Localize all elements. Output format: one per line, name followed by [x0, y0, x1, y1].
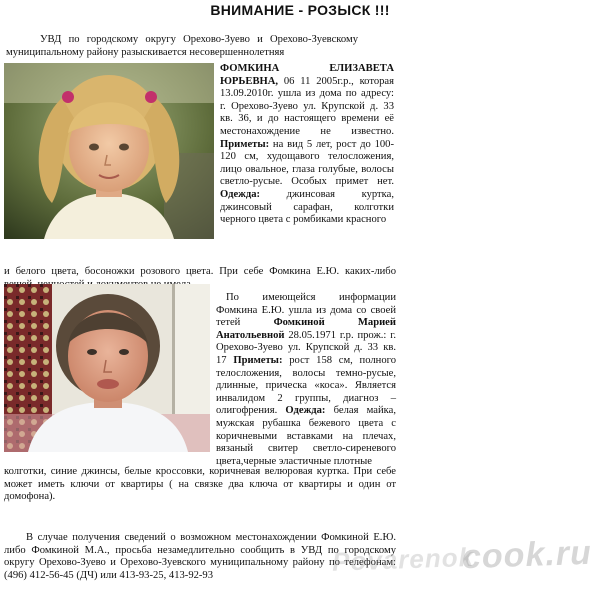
person2-clothes: белая майка, мужская рубашка бежевого цвета с коричневыми вставками на плечах, вязаный свитер светло-сиреневого цвета,черные эластичные плотные [216, 405, 396, 467]
person1-name: ФОМКИНА ЕЛИЗАВЕТА ЮРЬЕВНА, [220, 63, 394, 87]
person1-signs: на вид 5 лет, рост до 100-120 см, худощавого телосложения, лицо овальное, глаза голубые, волосы светло-русые. Особых примет нет. [220, 138, 394, 188]
person2-signs-label: Приметы: [233, 354, 283, 366]
child-photo [4, 63, 214, 239]
child-photo-image [4, 63, 214, 239]
person2-clothes-label: Одежда: [285, 405, 326, 417]
watermark [331, 533, 593, 578]
person1-clothes: джинсовая куртка, джинсовый сарафан, колготки черного цвета с ромбиками красного [220, 188, 394, 226]
person1-dob: 06 11 2005г.р., [278, 75, 354, 87]
watermark-secondary: Povarenok [331, 541, 475, 577]
person2-name: Фомкиной Марией Анатольевной [216, 317, 396, 341]
footer-line: В случае получения сведений о возможном местонахождении Фомкиной Е.Ю. либо Фомкиной М.А., просьба незамедлительно сообщить в УВД по городскому округу Орехово-Зуево и Орехово-Зуевского муниципальному району по телефонам: (496) 412-56-45 (ДЧ) или 413-93-25, 413-92-93 [4, 532, 396, 581]
watermark-text: cook.ru [461, 533, 593, 577]
person2-clothes-cont-text: колготки, синие джинсы, белые кроссовки, коричневая велюровая куртка. При себе может иметь ключи от квартиры ( на связке два ключа от квартиры и один от домофона). [4, 466, 396, 503]
intro-text [6, 34, 358, 59]
woman-photo [4, 284, 210, 452]
person1-block [220, 63, 394, 227]
person1-signs-label: Приметы: [220, 138, 270, 150]
person2-text: 28.05.1971 г.р. прож.: г. Орехово-Зуево ул. Крупской д. 33 кв. 17 [216, 329, 396, 366]
person2-block [216, 292, 396, 468]
person1-clothes-label: Одежда: [220, 188, 261, 200]
footer-text [4, 532, 396, 582]
person2-intro: По имеющейся информации Фомкина Е.Ю. ушла из дома со своей тетей [216, 292, 396, 329]
person2-signs: рост 158 см, полного телосложения, волосы темно-русые, длинные, прическа «коса». Является инвалидом 2 группы, диагноз – олигофрения. [216, 354, 396, 417]
page-title: ВНИМАНИЕ - РОЗЫСК !!! [210, 2, 390, 18]
woman-photo-image [4, 284, 210, 452]
person1-clothes-cont-text: и белого цвета, босоножки розового цвета. При себе Фомкина Е.Ю. каких-либо [4, 266, 396, 277]
person2-clothes-cont [4, 466, 396, 504]
intro-line: УВД по городскому округу Орехово-Зуево и Орехово-Зуевскому муниципальному району разыскивается несовершеннолетняя [6, 34, 358, 58]
person1-text: которая 13.09.2010г. ушла из дома по адресу: г. Орехово-Зуево ул. Крупской д. 33 кв. 36, и до настоящего времени её местонахождение не известно. [220, 75, 394, 137]
